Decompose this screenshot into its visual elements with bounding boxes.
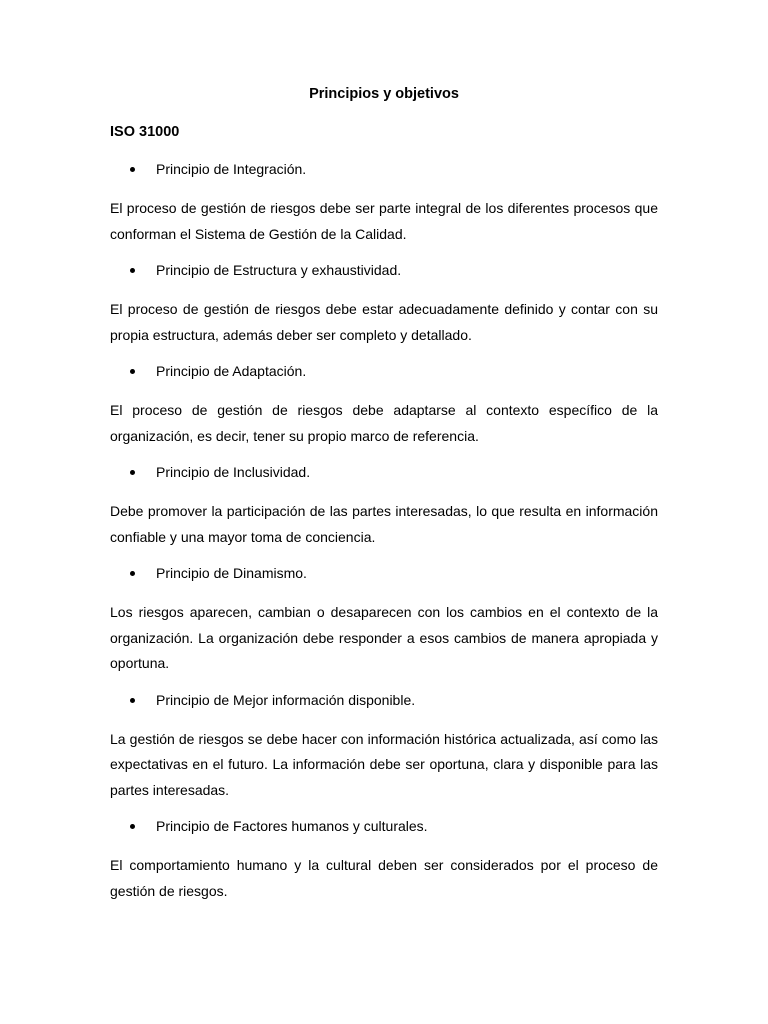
principle-description: La gestión de riesgos se debe hacer con información histórica actualizada, así como las expectativas en el futuro. La información debe ser oportuna, clara y disponible para las partes interesadas. [110, 730, 658, 798]
principle-label: Principio de Factores humanos y culturales. [156, 818, 428, 834]
principle-label: Principio de Adaptación. [156, 363, 307, 379]
bullet-icon [130, 470, 135, 475]
document-page [110, 84, 658, 917]
principle-item-factores-humanos [110, 816, 658, 836]
document-title: Principios y objetivos [309, 86, 459, 102]
principle-label: Principio de Mejor información disponible. [156, 691, 416, 708]
bullet-icon [130, 698, 135, 703]
bullet-icon [130, 167, 135, 172]
principle-label: Principio de Dinamismo. [156, 565, 307, 581]
principle-item-inclusividad [110, 462, 658, 482]
principle-description: El comportamiento humano y la cultural deben ser considerados por el proceso de gestión de riesgos. [110, 857, 658, 899]
bullet-icon [130, 824, 135, 829]
principle-item-dinamismo [110, 563, 658, 583]
bullet-icon [130, 571, 135, 576]
principle-description: Debe promover la participación de las partes interesadas, lo que resulta en información confiable y una mayor toma de conciencia. [110, 503, 658, 545]
principle-description: Los riesgos aparecen, cambian o desaparecen con los cambios en el contexto de la organización. La organización debe responder a esos cambios de manera apropiada y oportuna. [110, 604, 658, 671]
principle-label: Principio de Estructura y exhaustividad. [156, 262, 402, 278]
principle-description: El proceso de gestión de riesgos debe adaptarse al contexto específico de la organización, es decir, tener su propio marco de referencia. [110, 402, 658, 444]
principle-item-integracion [110, 159, 658, 179]
principle-item-mejor-informacion [110, 690, 658, 710]
principle-description: El proceso de gestión de riesgos debe estar adecuadamente definido y contar con su propia estructura, además deber ser completo y detallado. [110, 301, 658, 343]
bullet-icon [130, 369, 135, 374]
principle-label: Principio de Inclusividad. [156, 464, 311, 480]
principle-label: Principio de Integración. [156, 161, 307, 177]
principle-description: El proceso de gestión de riesgos debe ser parte integral de los diferentes procesos que conforman el Sistema de Gestión de la Calidad. [110, 200, 658, 242]
bullet-icon [130, 268, 135, 273]
principle-item-adaptacion [110, 361, 658, 381]
principle-item-estructura [110, 260, 658, 280]
section-heading: ISO 31000 [110, 124, 180, 140]
